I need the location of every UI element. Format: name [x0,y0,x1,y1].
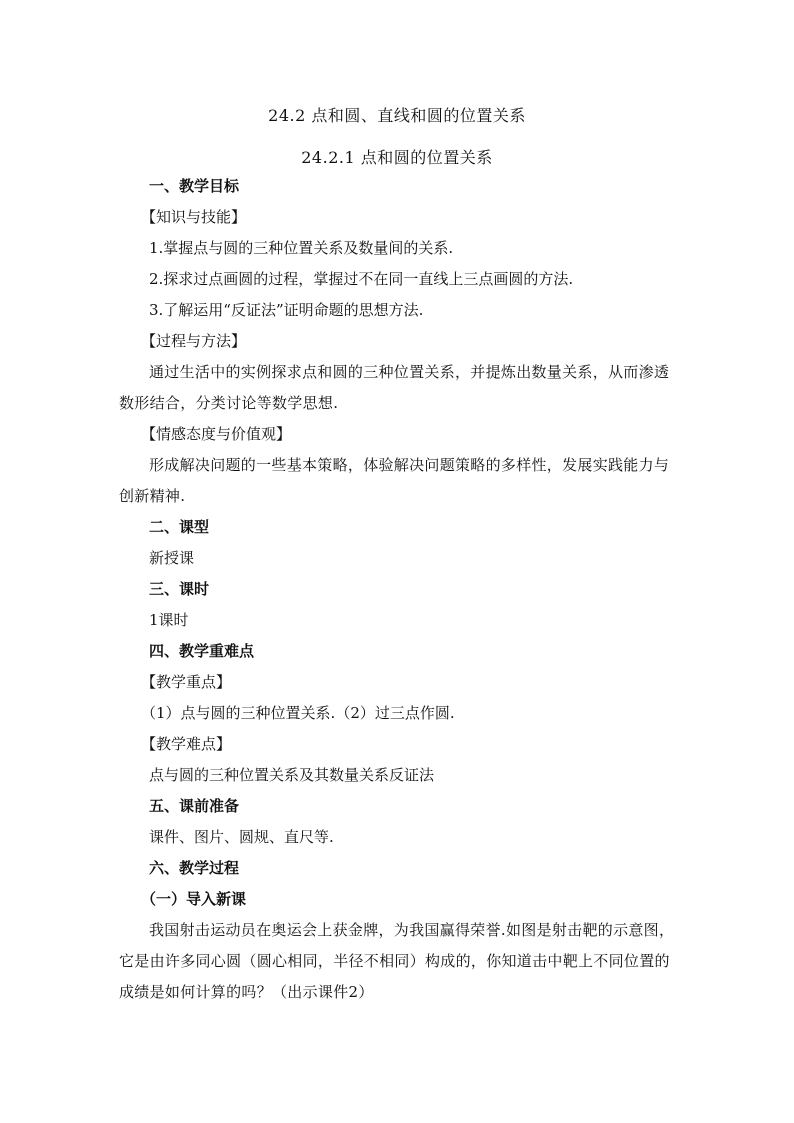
key-points-text: （1）点与圆的三种位置关系.（2）过三点作圆. [141,704,455,722]
difficult-points-text: 点与圆的三种位置关系及其数量关系反证法 [149,766,435,784]
document-subtitle: 24.2.1 点和圆的位置关系 [301,148,493,167]
lesson-type-text: 新授课 [149,549,195,567]
difficult-points-label: 【教学难点】 [141,735,232,753]
knowledge-skills-label: 【知识与技能】 [141,208,247,226]
section-heading-preparation: 五、课前准备 [149,797,240,815]
section-heading-class-hours: 三、课时 [149,580,210,598]
objective-item: 3.了解运用“反证法”证明命题的思想方法. [149,301,424,319]
section-heading-teaching-process: 六、教学过程 [149,859,240,877]
subsection-heading-introduction: （一）导入新课 [141,890,247,908]
key-points-label: 【教学重点】 [141,673,232,691]
preparation-text: 课件、图片、圆规、直尺等. [149,828,334,846]
class-hours-text: 1课时 [149,611,189,629]
attitude-values-label: 【情感态度与价值观】 [141,425,292,443]
process-method-paragraph: 通过生活中的实例探求点和圆的三种位置关系，并提炼出数量关系，从而渗透数形结合，分类讨论等数学思想. [119,363,670,412]
document-title: 24.2 点和圆、直线和圆的位置关系 [268,106,526,125]
section-heading-objectives: 一、教学目标 [149,177,240,195]
section-heading-key-difficult-points: 四、教学重难点 [149,642,255,660]
attitude-values-paragraph: 形成解决问题的一些基本策略，体验解决问题策略的多样性，发展实践能力与创新精神. [119,456,670,505]
introduction-paragraph: 我国射击运动员在奥运会上获金牌，为我国赢得荣誉.如图是射击靶的示意图，它是由许多同心圆（圆心相同，半径不相同）构成的，你知道击中靶上不同位置的成绩是如何计算的吗？（出示课件2） [119,921,675,1001]
document-body [119,103,675,1008]
objective-item: 1.掌握点与圆的三种位置关系及数量间的关系. [149,239,454,257]
section-heading-lesson-type: 二、课型 [149,518,210,536]
process-method-label: 【过程与方法】 [141,332,247,350]
objective-item: 2.探求过点画圆的过程，掌握过不在同一直线上三点画圆的方法. [149,270,574,288]
